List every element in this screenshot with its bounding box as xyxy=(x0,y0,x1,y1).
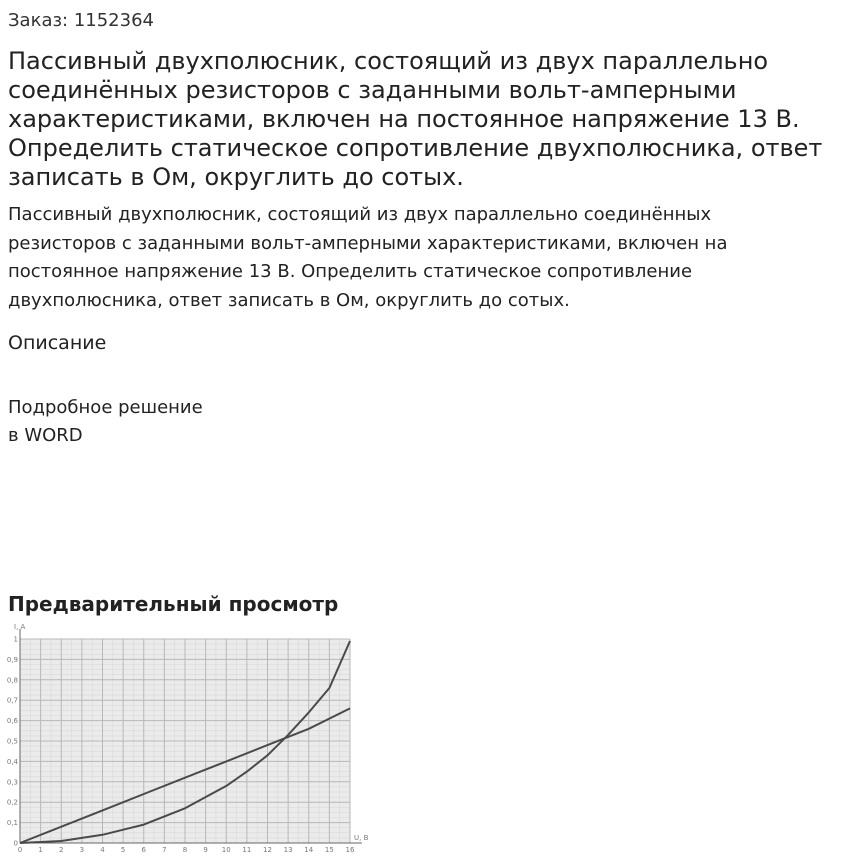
order-number: Заказ: 1152364 xyxy=(8,10,154,31)
solution-info xyxy=(8,394,203,450)
x-tick-label: 7 xyxy=(162,846,167,854)
y-tick-label: 0,4 xyxy=(6,757,18,766)
y-tick-label: 1 xyxy=(13,635,18,644)
x-tick-label: 5 xyxy=(120,846,126,854)
y-tick-label: 0,1 xyxy=(6,819,18,828)
x-tick-label: 4 xyxy=(100,846,105,854)
x-tick-label: 14 xyxy=(304,846,314,854)
x-tick-label: 16 xyxy=(345,846,355,854)
y-tick-label: 0,9 xyxy=(6,655,18,664)
x-tick-label: 8 xyxy=(182,846,188,854)
y-tick-label: 0,5 xyxy=(6,737,18,746)
solution-line-1: Подробное решение xyxy=(8,397,203,418)
task-title: Пассивный двухполюсник, состоящий из двух параллельно соединённых резисторов с заданными вольт-амперными характеристиками, включен на постоянное напряжение 13 В. Определить статическое сопротивление двухполюсника, ответ записать в Ом, округлить до сотых. xyxy=(8,47,823,191)
x-tick-label: 13 xyxy=(283,846,293,854)
x-tick-label: 12 xyxy=(263,846,272,854)
y-tick-label: 0,3 xyxy=(6,778,18,787)
task-text: Пассивный двухполюсник, состоящий из двух параллельно соединённых резисторов с заданными вольт-амперными характеристиками, включен на постоянное напряжение 13 В. Определить статическое сопротивление двухполюсника, ответ записать в Ом, округлить до сотых. xyxy=(8,204,728,311)
x-tick-label: 0 xyxy=(17,846,23,854)
x-tick-label: 9 xyxy=(203,846,208,854)
y-axis-label: I, А xyxy=(14,623,26,631)
x-axis-label: U, В xyxy=(354,834,369,842)
y-tick-label: 0 xyxy=(13,839,18,848)
solution-line-2: в WORD xyxy=(8,425,83,446)
description-heading: Описание xyxy=(8,332,107,354)
y-tick-label: 0,8 xyxy=(6,676,18,685)
x-tick-label: 15 xyxy=(324,846,334,854)
x-tick-label: 3 xyxy=(79,846,85,854)
y-tick-label: 0,6 xyxy=(6,717,18,726)
y-tick-label: 0,7 xyxy=(6,696,18,705)
x-tick-label: 6 xyxy=(141,846,146,854)
preview-heading: Предварительный просмотр xyxy=(8,592,339,616)
vac-chart xyxy=(4,622,384,863)
x-tick-label: 2 xyxy=(59,846,64,854)
x-tick-label: 10 xyxy=(221,846,231,854)
preview-image xyxy=(4,622,384,863)
x-tick-label: 11 xyxy=(242,846,252,854)
y-tick-label: 0,2 xyxy=(6,798,18,807)
x-tick-label: 1 xyxy=(38,846,43,854)
